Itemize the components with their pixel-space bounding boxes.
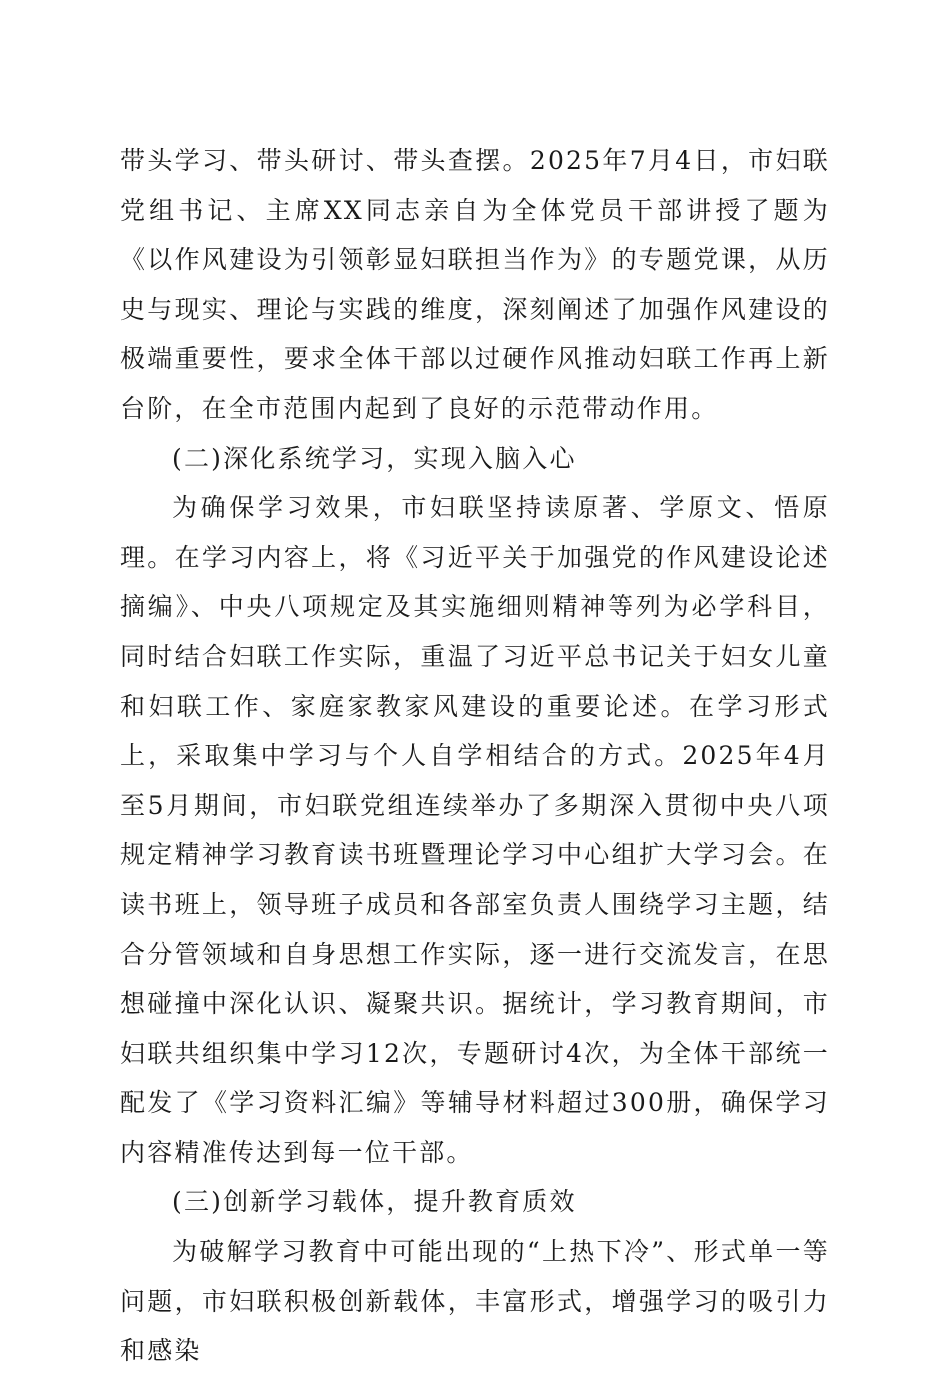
paragraph-innovation: 为破解学习教育中可能出现的“上热下冷”、形式单一等问题，市妇联积极创新载体，丰富形式，增强学习的吸引力和感染 — [120, 1237, 830, 1366]
section-heading-2: (二)深化系统学习，实现入脑入心 — [172, 443, 577, 473]
paragraph-study-content: 为确保学习效果，市妇联坚持读原著、学原文、悟原理。在学习内容上，将《习近平关于加强党的作风建设论述摘编》、中央八项规定及其实施细则精神等列为必学科目，同时结合妇联工作实际，重温了习近平总书记关于妇女儿童和妇联工作、家庭家教家风建设的重要论述。在学习形式上，采取集中学习与个人自学相结合的方式。2025年4月至5月期间，市妇联党组连续举办了多期深入贯彻中央八项规定精神学习教育读书班暨理论学习中心组扩大学习会。在读书班上，领导班子成员和各部室负责人围绕学习主题，结合分管领域和自身思想工作实际，逐一进行交流发言，在思想碰撞中深化认识、凝聚共识。据统计，学习教育期间，市妇联共组织集中学习12次，专题研讨4次，为全体干部统一配发了《学习资料汇编》等辅导材料超过300册，确保学习内容精准传达到每一位干部。 — [120, 493, 830, 1167]
document-body — [120, 136, 830, 1376]
section-heading-3: (三)创新学习载体，提升教育质效 — [172, 1187, 577, 1217]
paragraph-continuation: 带头学习、带头研讨、带头查摆。2025年7月4日，市妇联党组书记、主席XX同志亲自为全体党员干部讲授了题为《以作风建设为引领彰显妇联担当作为》的专题党课，从历史与现实、理论与实践的维度，深刻阐述了加强作风建设的极端重要性，要求全体干部以过硬作风推动妇联工作再上新台阶，在全市范围内起到了良好的示范带动作用。 — [120, 146, 830, 423]
